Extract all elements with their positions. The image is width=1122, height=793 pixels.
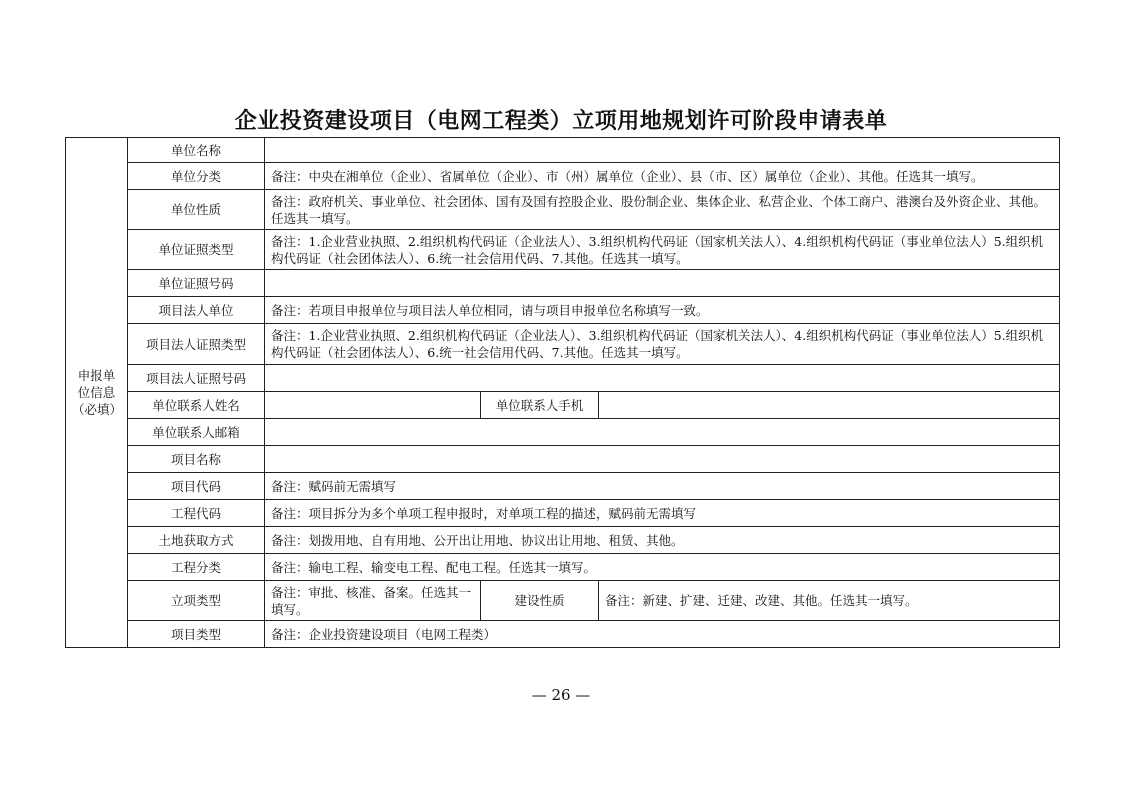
row-value-cell[interactable]: 备注：政府机关、事业单位、社会团体、国有及国有控股企业、股份制企业、集体企业、私营企业、个体工商户、港澳台及外资企业、其他。任选其一填写。 <box>265 190 1060 230</box>
row-value-cell[interactable]: 备注：1.企业营业执照、2.组织机构代码证（企业法人）、3.组织机构代码证（国家机关法人）、4.组织机构代码证（事业单位法人）5.组织机构代码证（社会团体法人）、6.统一社会信用代码、7.其他。任选其一填写。 <box>265 230 1060 270</box>
row-label: 项目法人证照类型 <box>128 324 265 365</box>
form-row <box>66 621 1060 648</box>
row-value-cell[interactable]: 备注：项目拆分为多个单项工程申报时，对单项工程的描述，赋码前无需填写 <box>265 500 1060 527</box>
row-value-cell[interactable] <box>265 419 1060 446</box>
page-number: — 26 — <box>531 686 591 704</box>
row-label: 单位名称 <box>128 138 265 163</box>
form-row <box>66 230 1060 270</box>
form-row <box>66 365 1060 392</box>
contact-name-cell[interactable] <box>265 392 481 419</box>
form-row <box>66 324 1060 365</box>
form-row <box>66 500 1060 527</box>
row-value-cell[interactable] <box>265 365 1060 392</box>
row-value-cell[interactable]: 备注：输电工程、输变电工程、配电工程。任选其一填写。 <box>265 554 1060 581</box>
row-value-cell[interactable]: 备注：若项目申报单位与项目法人单位相同，请与项目申报单位名称填写一致。 <box>265 297 1060 324</box>
row-label: 单位分类 <box>128 163 265 190</box>
row-label: 土地获取方式 <box>128 527 265 554</box>
form-row <box>66 554 1060 581</box>
form-row <box>66 190 1060 230</box>
row-label: 项目法人证照号码 <box>128 365 265 392</box>
contact-phone-cell[interactable] <box>599 392 1060 419</box>
form-row <box>66 163 1060 190</box>
row-value-cell[interactable] <box>265 446 1060 473</box>
row-value-cell[interactable]: 备注：1.企业营业执照、2.组织机构代码证（企业法人）、3.组织机构代码证（国家机关法人）、4.组织机构代码证（事业单位法人）5.组织机构代码证（社会团体法人）、6.统一社会信用代码、7.其他。任选其一填写。 <box>265 324 1060 365</box>
row-value-cell[interactable] <box>265 270 1060 297</box>
contact-phone-label: 单位联系人手机 <box>481 392 599 419</box>
row-value-cell[interactable] <box>265 138 1060 163</box>
construction-nature-cell[interactable]: 备注：新建、扩建、迁建、改建、其他。任选其一填写。 <box>599 581 1060 621</box>
form-row <box>66 581 1060 621</box>
row-label: 项目法人单位 <box>128 297 265 324</box>
row-label: 项目类型 <box>128 621 265 648</box>
row-label: 单位证照类型 <box>128 230 265 270</box>
row-label: 单位证照号码 <box>128 270 265 297</box>
form-row <box>66 392 1060 419</box>
row-value-cell[interactable]: 备注：划拨用地、自有用地、公开出让用地、协议出让用地、租赁、其他。 <box>265 527 1060 554</box>
row-label: 单位联系人邮箱 <box>128 419 265 446</box>
row-label: 单位性质 <box>128 190 265 230</box>
form-row <box>66 419 1060 446</box>
construction-nature-label: 建设性质 <box>481 581 599 621</box>
row-value-cell[interactable]: 备注：企业投资建设项目（电网工程类） <box>265 621 1060 648</box>
form-row <box>66 297 1060 324</box>
form-row <box>66 270 1060 297</box>
form-row <box>66 473 1060 500</box>
row-label: 立项类型 <box>128 581 265 621</box>
form-title: 企业投资建设项目（电网工程类）立项用地规划许可阶段申请表单 <box>234 108 888 134</box>
application-form-table <box>65 137 1060 648</box>
project-approval-type-cell[interactable]: 备注：审批、核准、备案。任选其一填写。 <box>265 581 481 621</box>
row-label: 项目代码 <box>128 473 265 500</box>
form-row <box>66 527 1060 554</box>
row-label: 项目名称 <box>128 446 265 473</box>
form-row <box>66 446 1060 473</box>
row-value-cell[interactable]: 备注：赋码前无需填写 <box>265 473 1060 500</box>
row-value-cell[interactable]: 备注：中央在湘单位（企业）、省属单位（企业）、市（州）属单位（企业）、县（市、区）属单位（企业）、其他。任选其一填写。 <box>265 163 1060 190</box>
row-label: 单位联系人姓名 <box>128 392 265 419</box>
row-label: 工程代码 <box>128 500 265 527</box>
row-label: 工程分类 <box>128 554 265 581</box>
section-label: 申报单位信息（必填） <box>66 138 128 648</box>
form-row <box>66 138 1060 163</box>
